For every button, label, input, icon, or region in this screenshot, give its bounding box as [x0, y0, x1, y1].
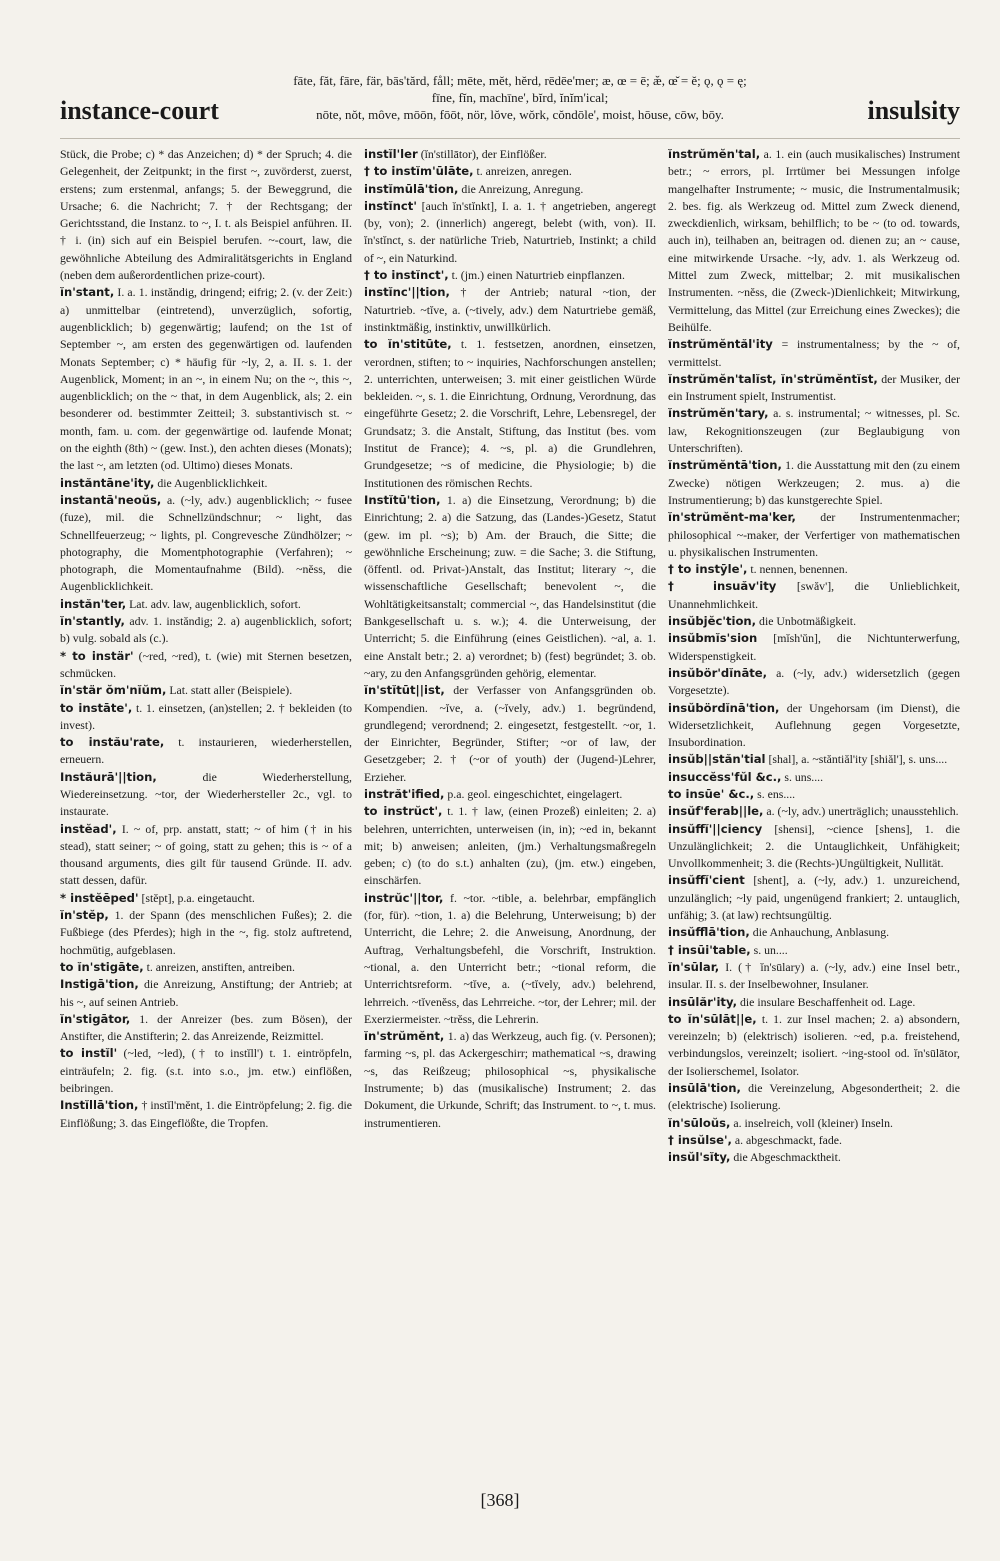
entry-definition: t. anreizen, anregen.: [476, 164, 572, 179]
entry-definition: [swăv'], die Unlieblichkeit, Unannehmlichkeit.: [668, 579, 960, 611]
dictionary-entry: [364, 682, 656, 786]
entry-headword: ĭnstrŭmĕntăl'ity: [668, 337, 773, 352]
entry-definition: a. 1. ein (auch musikalisches) Instrument betr.; ~ errors, pl. Irrtümer bei Messungen infolge mangelhafter Instrumente; ~ music, die Instrumentalmusik; 2. bes. fig. als Werkzeug od. Mittel zum Zweck dienend, zweckdienlich, wirksam, behilflich; to be ~ (to od. towards, auch in), teilhaben an, beitragen od. dienen zu; an ~ cause, eine mitwirkende Ursache. ~ly, adv. 1. als Werkzeug od. Mittel zum Zweck, mittelbar; 2. mit musikalischen Instrumenten. ~nĕss, die (Zweck-)Dienlichkeit; Mitwirkung, Vermittelung, das Mittel (zur Erreichung eines Zweckes); die Beihülfe.: [668, 147, 960, 334]
entry-definition: die Wiederherstellung, Wiedereinsetzung. ~tor, der Wiederhersteller 2c., vgl. to instaurate.: [60, 769, 352, 819]
column-2: [364, 146, 656, 1461]
entry-headword: † to instĭm'ūlāte,: [364, 164, 474, 179]
entry-definition: p.a. geol. eingeschichtet, eingelagert.: [447, 786, 623, 801]
entry-headword: insŭb||stăn'tial: [668, 752, 766, 767]
entry-headword: ĭn'stĕp,: [60, 908, 109, 923]
pronunciation-line: fāte, făt, fāre, fär, bās'tărd, fåll; mēte, mĕt, hĕrd, rēdēe'mer; æ, œ = ē; æ̆, œ̆ = ĕ; ǫ, ǫ = ę;: [293, 73, 747, 88]
entry-headword: insŭbördĭnā'tion,: [668, 700, 780, 715]
entry-headword: Instigā'tion,: [60, 977, 139, 992]
entry-headword: † to instȳle',: [668, 562, 748, 577]
entry-headword: ĭn'sūlar,: [668, 959, 720, 974]
dictionary-entry: [60, 734, 352, 769]
entry-headword: insuccĕss'fŭl &c.,: [668, 769, 782, 784]
entry-headword: ĭn'strŭmĕnt,: [364, 1029, 445, 1044]
entry-headword: ĭn'strŭmĕnt-ma'ker,: [668, 510, 796, 525]
entry-definition: (~red, ~red), t. (wie) mit Sternen besetzen, schmücken.: [60, 648, 352, 680]
column-3: [668, 146, 960, 1461]
dictionary-entry: [60, 1011, 352, 1046]
entry-definition: a. inselreich, voll (kleiner) Inseln.: [733, 1115, 893, 1130]
dictionary-entry: [364, 890, 656, 1028]
pronunciation-key: [230, 72, 810, 123]
dictionary-entry: [668, 994, 960, 1011]
dictionary-entry: [668, 942, 960, 959]
dictionary-entry: [364, 786, 656, 803]
entry-definition: [stĕpt], p.a. eingetaucht.: [141, 890, 255, 905]
entry-definition: die Vereinzelung, Abgesondertheit; 2. die (elektrische) Isolierung.: [668, 1081, 960, 1113]
entry-headword: insŭbjĕc'tion,: [668, 614, 757, 629]
entry-definition: die insulare Beschaffenheit od. Lage.: [739, 994, 916, 1009]
dictionary-entry: [364, 163, 656, 180]
dictionary-entry: [60, 284, 352, 474]
entry-headword: † insuăv'ity: [668, 579, 777, 594]
dictionary-entry: [668, 1149, 960, 1166]
entry-headword: ĭn'stär ŏm'nĭŭm,: [60, 683, 167, 698]
entry-headword: instĭmūlā'tion,: [364, 181, 459, 196]
entry-headword: ĭn'stĭtūt||ist,: [364, 683, 445, 698]
dictionary-entry: [60, 1097, 352, 1132]
dictionary-entry: [668, 665, 960, 700]
entry-definition: I. a. 1. instăndig, dringend; eifrig; 2. (v. der Zeit:) a) unmittelbar (eintretend), unverzüglich, sofortig, augenblicklich; b) gegenwärtig; laufend; on the 1st of September ~, am ersten des gegenwärtigen od. laufenden Monats September; c) * häufig für ~ly, 2, a. II. s. 1. der Augenblick, Moment; in an ~, in einem Nu; on the ~, this ~, augenblicklich; on the ~ that, in dem Augenblick, als; 2. ein besonderer od. bestimmter Zeitteil; 3. substantivisch st. ~ month, fam. u. com. der gegenwärtige od. laufende Monat; on the eighth (8th) ~ (gew. Inst.), den achten dieses (Monats); the last ~, am letzten (od. Ultimo) dieses Monats.: [60, 285, 352, 473]
dictionary-entry: [668, 371, 960, 406]
entry-definition: (~led, ~led), († to instĭll') t. 1. eintröpfeln, einträufeln; 2. fig. (s.t. into s.o., jm. etw.) einflößen, beibringen.: [60, 1046, 352, 1096]
entry-definition: der Musiker, der ein Instrument spielt, Instrumentist.: [668, 371, 960, 404]
dictionary-entry: [364, 284, 656, 336]
dictionary-entry: [668, 509, 960, 561]
entry-definition: a. s. instrumental; ~ witnesses, pl. Sc. law, Rekognitionszeugen (zur Beglaubigung von Unterschriften).: [668, 406, 960, 456]
entry-definition: t. 1. einsetzen, (an)stellen; 2. † bekleiden (to invest).: [60, 700, 352, 732]
dictionary-entry: [668, 1080, 960, 1115]
dictionary-entry: [668, 405, 960, 457]
entry-definition: 1. der Anreizer (bes. zum Bösen), der Anstifter, die Anstifterin; 2. das Anreizende, Reizmittel.: [60, 1011, 352, 1044]
entry-definition: Stück, die Probe; c) * das Anzeichen; d) * der Spruch; 4. die Gelegenheit, der Zeitpunkt; in the first ~, zuvörderst, zuerst, erstens; zum erstenmal, anfangs; 5. der Beweggrund, die Ursache; 6. die Nachricht; 7. † der Rechtsgang; der Gerichtsstand, die Instanz. to ~, I. t. als Beispiel anführen. II. † i. (in) sich auf ein Beispiel berufen. ~-court, law, die gewöhnliche Abteilung des Admiralitätsgerichts in England (neben dem außerordentlichen prize-court).: [60, 147, 352, 283]
dictionary-entry: [668, 821, 960, 873]
entry-headword: ĭn'stant,: [60, 285, 115, 300]
entry-headword: instĭl'ler: [364, 147, 418, 161]
guide-word-left: instance-court: [60, 96, 219, 125]
dictionary-entry: [668, 872, 960, 924]
entry-headword: insŭfflā'tion,: [668, 925, 750, 940]
dictionary-entry: [60, 959, 352, 976]
entry-headword: instĭnct': [364, 198, 417, 213]
entry-definition: t. 1. † law, (einen Prozeß) einleiten; 2. a) belehren, unterrichten, unterweisen (in, in); ~ed in, bekannt mit; b) anweisen; anleiten, (jm.) Verhaltungsmaßregeln geben; c) (to do s.t.) anhalten (zu), (jm. etw.) eingeben, einschärfen.: [364, 804, 656, 888]
dictionary-entry: [668, 924, 960, 941]
dictionary-entry: [60, 648, 352, 683]
dictionary-entry: [60, 976, 352, 1011]
entry-headword: Instĭtū'tion,: [364, 492, 441, 507]
entry-definition: 1. die Ausstattung mit den (zu einem Zwecke) nötigen Werkzeugen; 2. mus. a) die Instrumentierung; b) das kunstgerechte Spiel.: [668, 458, 960, 507]
dictionary-entry: [60, 1045, 352, 1097]
column-1: [60, 146, 352, 1461]
entry-headword: to instrŭct',: [364, 804, 443, 819]
entry-definition: a. (~ly, adv.) widersetzlich (gegen Vorgesetzte).: [668, 665, 960, 698]
entry-headword: ĭn'stantly,: [60, 614, 125, 629]
entry-definition: (ĭn'stillātor), der Einflößer.: [420, 147, 547, 161]
pronunciation-line: nōte, nŏt, môve, mōōn, fōōt, nör, lŏve, wŏrk, cŏndōle', moist, hōuse, cōw, bōy.: [316, 107, 724, 122]
entry-definition: a. (~ly, adv.) unerträglich; unausstehlich.: [766, 804, 959, 819]
dictionary-entry: [60, 492, 352, 596]
entry-headword: to instău'rate,: [60, 735, 165, 750]
entry-definition: a. abgeschmackt, fade.: [734, 1132, 842, 1147]
entry-definition: die Anreizung, Anstiftung; der Antrieb; at his ~, auf seinen Antrieb.: [60, 977, 352, 1009]
entry-definition: † instĭl'mĕnt, 1. die Eintröpfelung; 2. fig. die Einflößung; 3. das Eingeflößte, die Tropfen.: [60, 1098, 352, 1130]
entry-definition: t. 1. festsetzen, anordnen, einsetzen, verordnen, stiften; to ~ inquiries, Nachforschungen anstellen; 2. unterrichten, unterweisen; 3. mit einer geistlichen Würde bekleiden. ~, s. 1. die Einrichtung, Ordnung, Verordnung, das eingeführte Gesetz; 2. die Vorschrift, Lehre, Lebensregel, der Grundsatz; 3. die Anstalt, Stiftung, das Institut (bes. vom Institut de France); 4. ~s, pl. a) die Grundlehren, Grundgesetze; ~s of medicine, die Physiologie; b) die Institutionen des römischen Rechts.: [364, 337, 656, 490]
entry-definition: die Unbotmäßigkeit.: [759, 614, 857, 629]
entry-definition: die Anreizung, Anregung.: [461, 181, 584, 196]
entry-headword: to ĭn'sūlāt||e,: [668, 1011, 757, 1026]
entry-definition: die Abgeschmacktheit.: [733, 1150, 841, 1165]
entry-headword: ĭnstrŭmĕn'tary,: [668, 406, 769, 421]
page-number: [368]: [480, 1490, 520, 1510]
entry-headword: to ĭn'stitūte,: [364, 337, 452, 352]
dictionary-entry: [668, 146, 960, 336]
entry-headword: insūlā'tion,: [668, 1081, 741, 1096]
entry-definition: 1. a) das Werkzeug, auch fig. (v. Personen); farming ~s, pl. das Ackergeschirr; mathematical ~s, drawing ~s, das Reißzeug; philosophical ~s, physikalische Instrumente; b) das (musikalische) Instrument; 2. das Dokument, die Urkunde, Schrift; das Instrument. to ~, t. mus. instrumentieren.: [364, 1029, 656, 1130]
dictionary-entry: [668, 613, 960, 630]
dictionary-entry: [60, 475, 352, 492]
entry-headword: instrŭc'||tor,: [364, 890, 444, 905]
dictionary-entry: [668, 769, 960, 786]
entry-definition: [shal], a. ~stăntiăl'ity [shiăl'], s. uns....: [768, 752, 948, 767]
entry-definition: = instrumentalness; by the ~ of, vermittelst.: [668, 337, 960, 369]
header-rule: [60, 138, 960, 139]
entry-definition: a. (~ly, adv.) augenblicklich; ~ fusee (fuze), mil. die Schnellzündschnur; ~ light, das Schnellfeuerzeug; ~ lights, pl. Congrevesche Zündhölzer; ~ photography, die Momentphotographie (Verfahren); ~ photograph, die Momentaufnahme (Bild). ~nĕss, die Augenblicklichkeit.: [60, 492, 352, 594]
entry-headword: instăntāne'ity,: [60, 475, 155, 490]
dictionary-entry: [668, 1011, 960, 1080]
dictionary-columns: [60, 146, 960, 1461]
dictionary-entry: [60, 682, 352, 699]
dictionary-entry: [60, 146, 352, 284]
entry-definition: t. instaurieren, wiederherstellen, erneuern.: [60, 735, 352, 767]
dictionary-entry: [668, 336, 960, 371]
entry-definition: t. anreizen, anstiften, antreiben.: [146, 959, 296, 974]
dictionary-entry: [668, 1132, 960, 1149]
entry-headword: insŭffĭ'||ciency: [668, 821, 763, 836]
dictionary-entry: [364, 146, 656, 163]
entry-headword: instrăt'ified,: [364, 786, 445, 801]
dictionary-entry: [60, 769, 352, 821]
entry-headword: ĭnstrŭmĕntā'tion,: [668, 458, 782, 473]
dictionary-entry: [668, 700, 960, 752]
entry-headword: to ĭn'stigāte,: [60, 959, 144, 974]
entry-headword: insūlăr'ity,: [668, 994, 738, 1009]
entry-definition: der Verfasser von Anfangsgründen ob. Kompendien. ~ĭve, a. (~ĭvely, adv.) 1. begründend, grundlegend; verordnend; 2. eingesetzt, festgestellt. ~or, 1. der Einrichter, Begründer, Stifter; ~or of law, der Gesetzgeber; 2. † (~or of youth) der (Jugend-)Lehrer, Erzieher.: [364, 683, 656, 784]
entry-definition: [auch ĭn'stĭnkt], I. a. 1. † angetrieben, angeregt (by, von); 2. (innerlich) angeregt, belebt (with, von). II. ĭn'stĭnct, s. der natürliche Trieb, Naturtrieb, Instinkt; a child of ~, ein Naturkind.: [364, 198, 656, 265]
entry-definition: 1. a) die Einsetzung, Verordnung; b) die Einrichtung; 2. a) die Satzung, das (Landes-)Gesetz, Statut (gew. im pl. ~s); b) Am. der Brauch, die Sitte; die gewöhnliche Erscheinung; zuw. = die Sache; 3. die Stiftung, (öffentl. od. Privat-)Anstalt, das Institut; literary ~, die wissenschaftliche Gesellschaft; benevolent ~, die Wohltätigkeitsanstalt; commercial ~, das Handelsinstitut (die Bankgesellschaft u. s. w.); 4. die Unterweisung, der Unterricht; 5. die Einführung (eines Geistlichen). ~al, a. 1. eine Anstalt betr.; 2. a) verordnet; b) (fest) begründet; 3. ob. ~ary, zu den Anfangsgründen gehörig, elementar.: [364, 492, 656, 680]
entry-headword: to instāte',: [60, 700, 133, 715]
pronunciation-line: fīne, fĭn, machīne', bĭrd, ĭnĭm'ical;: [431, 90, 609, 105]
entry-definition: Lat. statt aller (Beispiele).: [169, 683, 293, 698]
dictionary-entry: [364, 198, 656, 267]
entry-headword: instĕad',: [60, 821, 117, 836]
entry-headword: * instĕēped': [60, 890, 139, 905]
entry-headword: Instăurā'||tion,: [60, 769, 157, 784]
entry-headword: Instĭllā'tion,: [60, 1098, 139, 1113]
dictionary-entry: [60, 890, 352, 907]
entry-definition: [shent], a. (~ly, adv.) 1. unzureichend, unzulänglich; ~ly paid, ungenügend frankiert; 2. untauglich, unfähig; 3. (at law) rechtsungültig.: [668, 873, 960, 923]
dictionary-entry: [668, 630, 960, 665]
dictionary-entry: [364, 336, 656, 492]
dictionary-entry: [60, 613, 352, 648]
page-header: [0, 60, 1000, 140]
entry-definition: Lat. adv. law, augenblicklich, sofort.: [129, 596, 301, 611]
dictionary-entry: [668, 457, 960, 509]
entry-definition: s. un....: [753, 942, 788, 957]
entry-headword: insŭffĭ'cient: [668, 873, 745, 888]
entry-headword: ĭn'sūloŭs,: [668, 1115, 731, 1130]
entry-headword: † insūi'table,: [668, 942, 751, 957]
entry-headword: insŭbör'dĭnāte,: [668, 665, 768, 680]
entry-definition: adv. 1. instăndig; 2. a) augenblicklich, sofort; b) vulg. sobald als (c.).: [60, 614, 352, 646]
entry-headword: insŭl'sĭty,: [668, 1150, 731, 1165]
entry-definition: I. († ĭn'sūlary) a. (~ly, adv.) eine Insel betr., insular. II. s. der Inselbewohner, Insulaner.: [668, 959, 960, 992]
entry-definition: I. ~ of, prp. anstatt, statt; ~ of him († in his stead), statt seiner; ~ of going, statt zu gehen; this is ~ of a thousand arguments, dies gilt für tausend Gründe. II. adv. statt dessen, dafür.: [60, 821, 352, 888]
entry-definition: s. uns....: [784, 769, 824, 784]
entry-headword: insŭbmĭs'sion: [668, 631, 758, 646]
entry-headword: † insŭlse',: [668, 1132, 732, 1147]
entry-headword: * to instär': [60, 648, 134, 663]
dictionary-entry: [668, 786, 960, 803]
dictionary-entry: [668, 578, 960, 613]
entry-definition: der Ungehorsam (im Dienst), die Widersetzlichkeit, Auflehnung gegen Vorgesetzte, Insubordination.: [668, 700, 960, 750]
entry-headword: ĭnstrŭmĕn'tal,: [668, 147, 761, 161]
entry-headword: † to instĭnct',: [364, 268, 449, 283]
guide-word-right: insulsity: [867, 96, 960, 125]
dictionary-entry: [364, 492, 656, 682]
dictionary-entry: [60, 700, 352, 735]
entry-headword: instantā'neoŭs,: [60, 492, 162, 507]
dictionary-entry: [364, 803, 656, 889]
dictionary-entry: [60, 821, 352, 890]
dictionary-entry: [60, 907, 352, 959]
entry-definition: die Anhauchung, Anblasung.: [752, 925, 890, 940]
entry-headword: instăn'ter,: [60, 596, 127, 611]
dictionary-entry: [668, 959, 960, 994]
dictionary-entry: [364, 1028, 656, 1132]
dictionary-entry: [60, 596, 352, 613]
entry-definition: der Instrumentenmacher; philosophical ~-maker, der Verfertiger von mathematischen u. physikalischen Instrumenten.: [668, 510, 960, 559]
dictionary-entry: [364, 267, 656, 284]
dictionary-entry: [668, 751, 960, 768]
entry-definition: † der Antrieb; natural ~tion, der Naturtrieb. ~tĭve, a. (~tively, adv.) dem Naturtriebe gemäß, instinktmäßig, instinktiv, unwillkürlich.: [364, 285, 656, 334]
entry-definition: 1. der Spann (des menschlichen Fußes); 2. die Fußbiege (des Pferdes); high in the ~, fig. stolz auftretend, hochmütig, aufgeblasen.: [60, 908, 352, 957]
dictionary-entry: [364, 181, 656, 198]
entry-headword: insŭf'ferab||le,: [668, 804, 764, 819]
entry-headword: instĭnc'||tion,: [364, 285, 450, 300]
dictionary-entry: [668, 1115, 960, 1132]
entry-headword: to instĭl': [60, 1046, 118, 1061]
dictionary-entry: [668, 803, 960, 820]
entry-definition: t. 1. zur Insel machen; 2. a) absondern, vereinzeln; b) (elektrisch) isolieren. ~ed, p.a. freistehend, verbindungslos, vereinzelt; isoliert. ~ing-stool od. ĭn'sūlātor, der Isolierschemel, Isolator.: [668, 1011, 960, 1078]
entry-definition: [shensi], ~cience [shens], 1. die Unzulänglichkeit; 2. die Untauglichkeit, Unfähigkeit; Unvollkommenheit; 3. die (Rechts-)Ungültigkeit, Nullität.: [668, 821, 960, 871]
entry-definition: die Augenblicklichkeit.: [157, 475, 268, 490]
entry-definition: [mĭsh'ŭn], die Nichtunterwerfung, Widerspenstigkeit.: [668, 631, 960, 663]
entry-headword: ĭnstrŭmĕn'talĭst, ĭn'strŭmĕntĭst,: [668, 371, 878, 386]
entry-definition: s. ens....: [757, 786, 796, 801]
entry-definition: f. ~tor. ~tible, a. belehrbar, empfänglich (for, für). ~tion, 1. a) die Belehrung, Unterweisung; b) der Unterricht, die Lehre; 2. die Anweisung, Anordnung, der Auftrag, Verhaltungsbefehl, die Vorschrift, Instruktion. ~tional, a. den Unterricht betr.; ~tional reform, die Unterrichtsreform. ~tĭve, a. (~tĭvely, adv.) belehrend, lehrreich. ~tĭvenĕss, das Lehrreiche. ~tor, der Lehrer; mil. der Exerziermeister. ~trĕss, die Lehrerin.: [364, 890, 656, 1026]
dictionary-entry: [668, 561, 960, 578]
entry-definition: t. nennen, benennen.: [750, 562, 848, 577]
entry-headword: to insūe' &c.,: [668, 786, 755, 801]
entry-headword: ĭn'stigātor,: [60, 1011, 131, 1026]
entry-definition: t. (jm.) einen Naturtrieb einpflanzen.: [451, 268, 625, 283]
